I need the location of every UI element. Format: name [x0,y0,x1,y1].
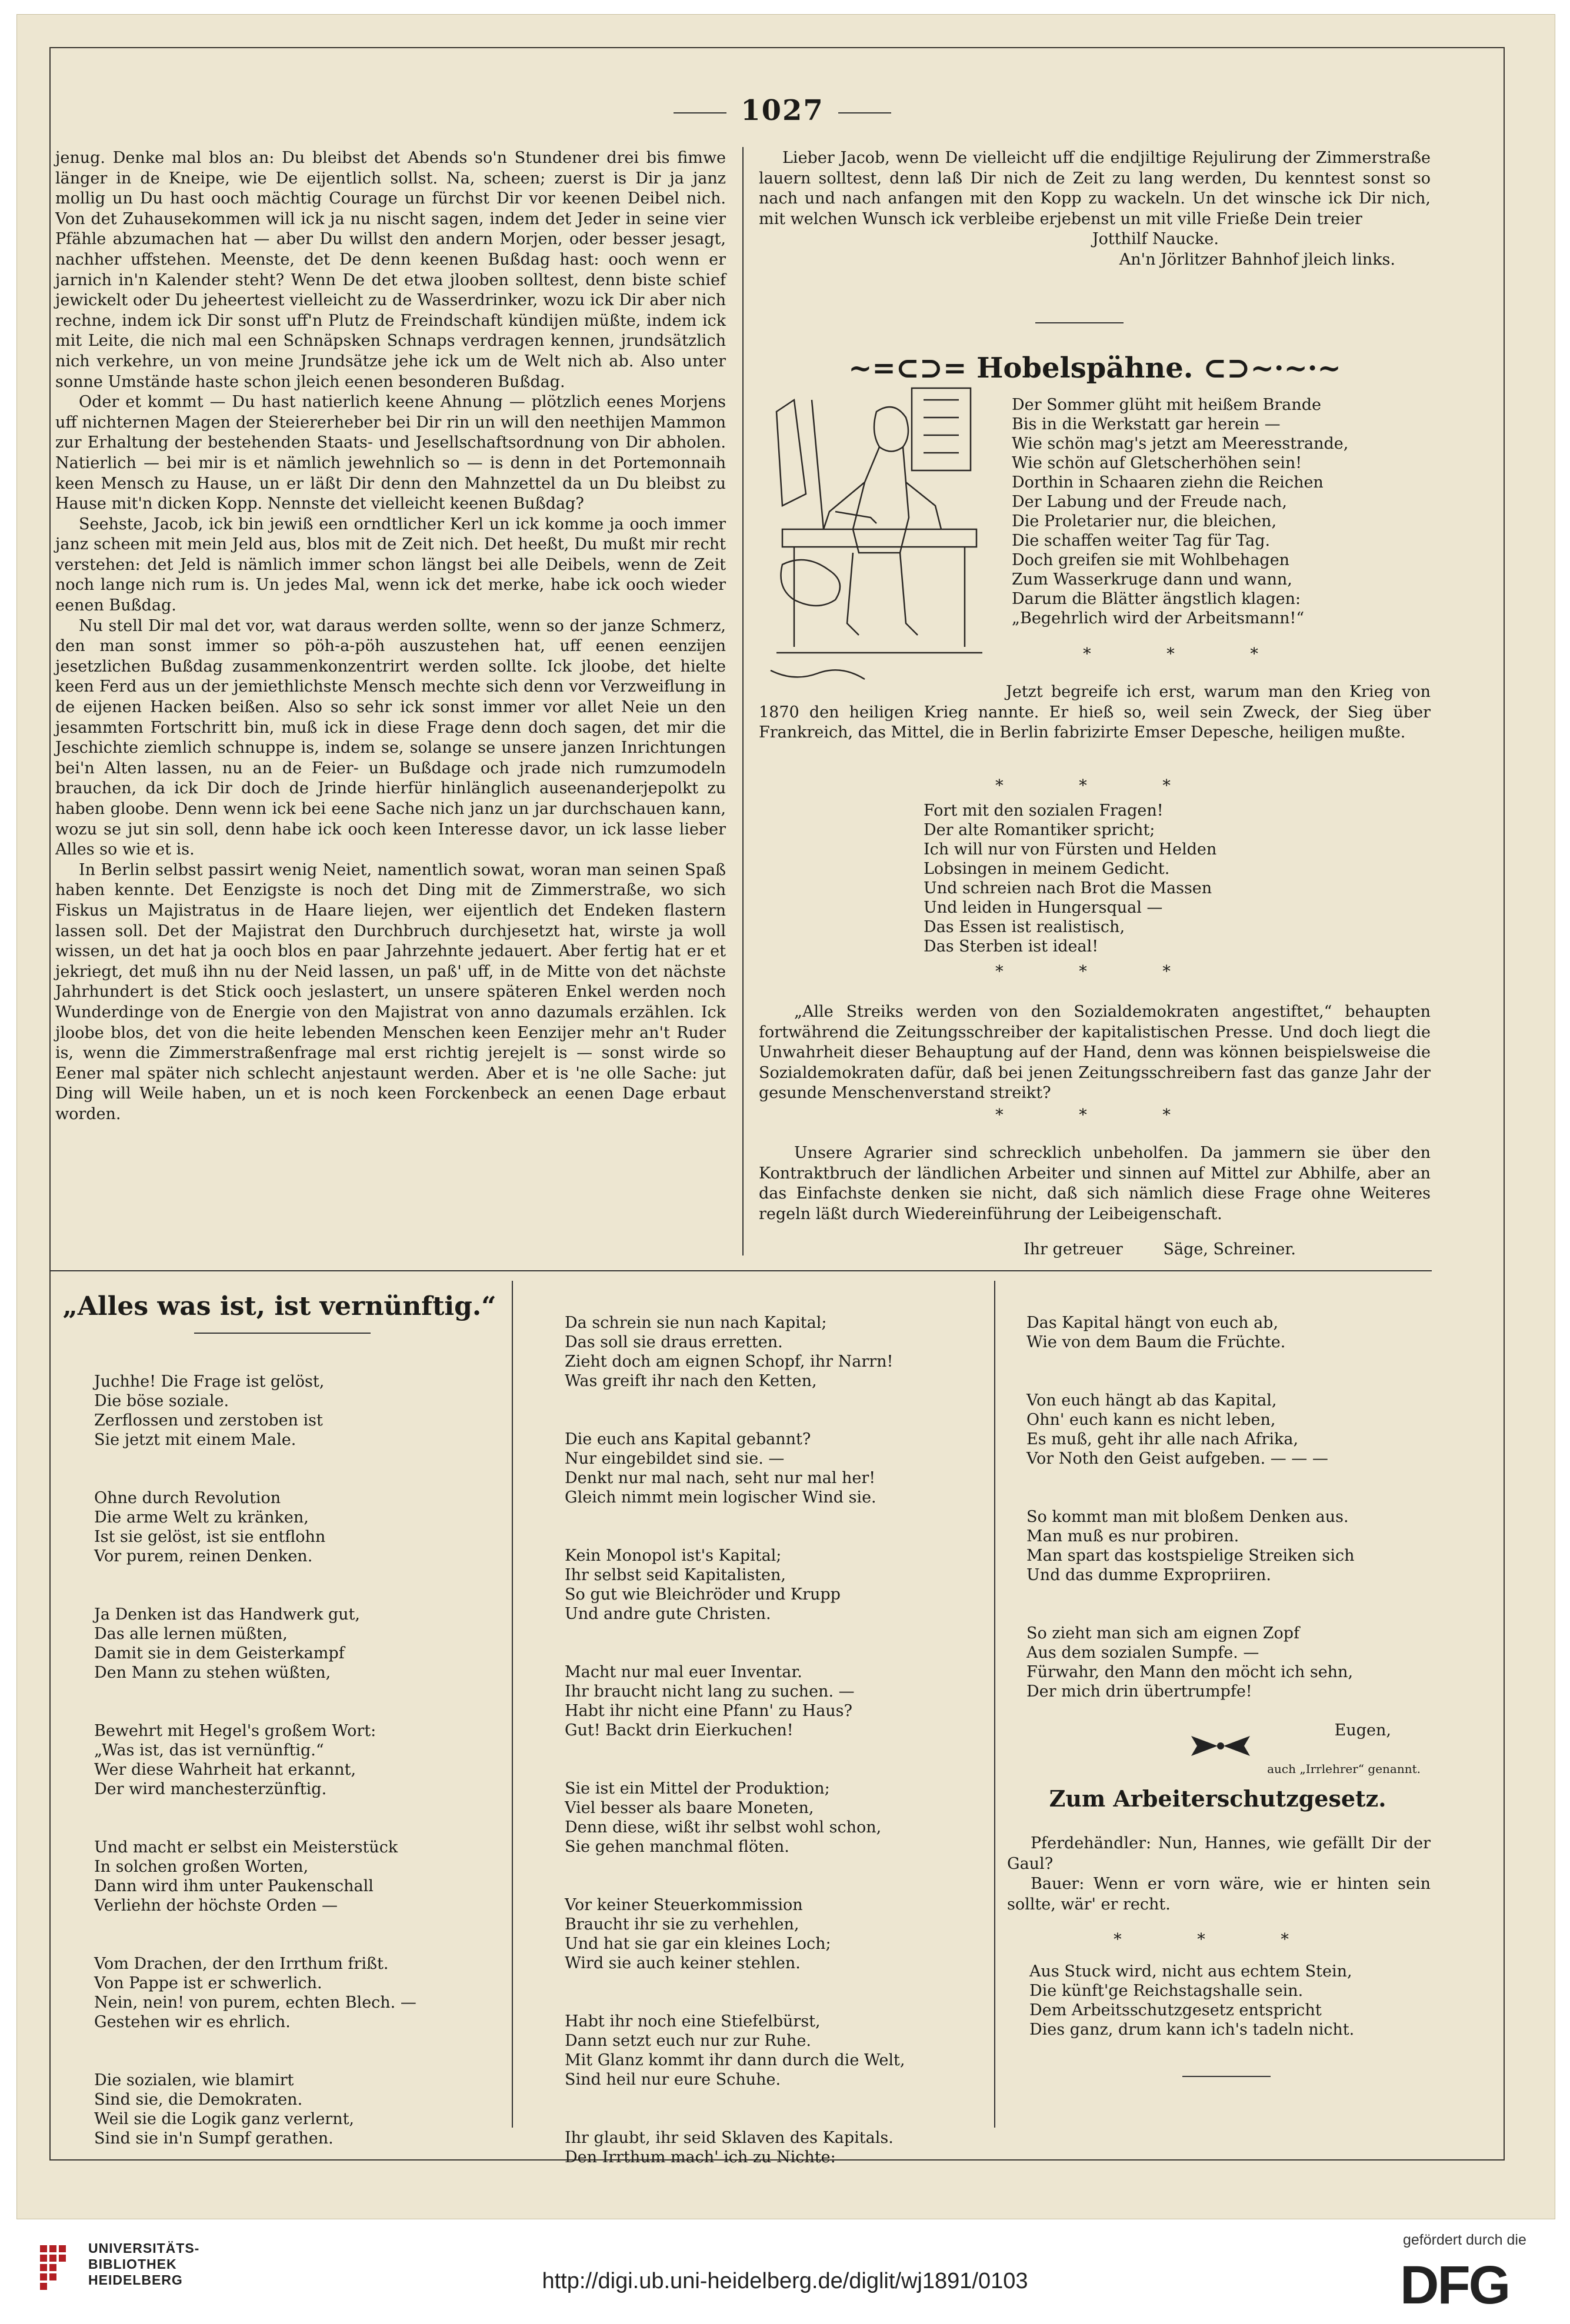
stanza: Ihr glaubt, ihr seid Sklaven des Kapitals. Den Irrthum mach' ich zu Nichte: [565,2129,894,2166]
stanza: Juchhe! Die Frage ist gelöst, Die böse soziale. Zerflossen und zerstoben ist Sie jetzt mit einem Male. [94,1373,325,1449]
horizontal-rule [49,1270,1432,1271]
schutz-title: Zum Arbeiterschutzgesetz. [1049,1785,1386,1812]
column-divider [742,147,744,1256]
asterisk-divider: * * * [995,1106,1206,1124]
stanza: Sie ist ein Mittel der Produktion; Viel besser als baare Moneten, Denn diese, wißt ihr selbst wohl schon, Sie gehen manchmal flöten. [565,1779,882,1856]
schutz-verse: Aus Stuck wird, nicht aus echtem Stein, Die künft'ge Reichstagshalle sein. Dem Arbeitsschutzgesetz entspricht Dies ganz, drum kann ich's tadeln nicht. [1029,1962,1355,2039]
hobel-poem-2: Fort mit den sozialen Fragen! Der alte Romantiker spricht; Ich will nur von Fürsten und Helden Lobsingen in meinem Gedicht. Und schreien nach Brot die Massen Und leiden in Hungersqual — Das Essen ist realistisch, Das Sterben ist ideal! [924,802,1217,956]
paragraph: jenug. Denke mal blos an: Du bleibst det Abends so'n Stundener drei bis fimwe länger in de Kneipe, wie De eijentlich sollst. Na, scheen; zuerst is Dir ja janz mollig un Du hast ooch mächtig Courage un fürchst Dir vor keenen Deibel nich. Von det Zuhausekommen will ick ja nu nischt sagen, indem det Jeder in seine vier Pfähle abzumachen hat — aber Du willst den andern Morjen, oder besser jesagt, nachher uffstehen. Meenste, det De denn keenen Bußdag hast: ooch wenn er jarnich in'n Kalender steht? Wenn De det etwa jlooben solltest, denn biste schief jewickelt oder Du jeheertest vielleicht zu de Wasserdrinker, wozu ick Dir aber nich rechne, indem ick Dir sonst uff'n Plutz de Freindschaft kündijen müßte, indem ick mit Leite, die nich mal een Schnäpsken Schnaps verdragen kennen, jrundsätzlich nich verkehre, un von meine Jrundsätze jehe ick um de Welt nich ab. Also unter sonne Umstände haste schon jleich eenen besonderen Bußdag. [55,149,726,391]
paragraph: Oder et kommt — Du hast natierlich keene Ahnung — plötzlich eenes Morjens uff nichternen Magen der Steiererheber bei Dir rin un will den neethijen Mammon zur Erhaltung der bestehenden Staats- und Jesellschaftsordnung von Dir abholen. Natierlich — bei mir is et nämlich jewehnlich so — is denn in det Portemonnaih keen Mensch zu Hause, un er läßt Dir denn den Mahnzettel da un Du bleibst zu Hause mit'n dicken Kopp. Nennste det vielleicht keenen Bußdag? [55,393,726,513]
stanza: Und macht er selbst ein Meisterstück In solchen großen Worten, Dann wird ihm unter Paukenschall Verliehn der höchste Orden — [94,1838,398,1915]
alles-column-left [94,1353,518,2168]
dialogue-line: Bauer: Wenn er vorn wäre, wie er hinten sein sollte, wär' er recht. [1007,1875,1431,1914]
asterisk-divider: * * * [995,963,1206,981]
hobel-paragraph: „Alle Streiks werden von den Sozialdemokraten angestiftet,“ behaupten fortwährend die Zeitungsschreiber der kapitalistischen Presse. Und doch liegt die Unwahrheit dieser Behauptung auf der Hand, denn was können beispielsweise die Sozialdemokraten dafür, daß bei jenen Zeitungsschreibern fast das ganze Jahr der gesunde Menschenverstand streikt? [759,1003,1431,1103]
stanza: Bewehrt mit Hegel's großem Wort: „Was ist, das ist vernünftig.“ Wer diese Wahrheit hat erkannt, Der wird manchesterzünftig. [94,1722,376,1798]
library-name-line: UNIVERSITÄTS- [88,2240,200,2256]
article-right-column [759,148,1431,271]
alles-column-middle [565,1294,988,2186]
stanza: Kein Monopol ist's Kapital; Ihr selbst seid Kapitalisten, So gut wie Bleichröder und Krupp Und andre gute Christen. [565,1547,841,1623]
paragraph: Seehste, Jacob, ick bin jewiß een orndtlicher Kerl un ick komme ja ooch immer janz scheen mit mein Jeld aus, blos mit de Zeit nich. Det heeßt, Du mußt mir recht verstehen: det Jeld is nämlich immer schon längst bei alle Deibels, wenn de Zeit noch lange nich rum is. Un jedes Mal, wenn ick det merke, habe ick ooch wieder eenen Bußdag. [55,515,726,615]
stanza: Da schrein sie nun nach Kapital; Das soll sie draus erretten. Zieht doch am eignen Schopf, ihr Narrn! Was greift ihr nach den Ketten, [565,1314,894,1390]
hobel-signature: Ihr getreuer Säge, Schreiner. [1024,1240,1296,1258]
hobel-paragraph: Unsere Agrarier sind schrecklich unbeholfen. Da jammern sie über den Kontraktbruch der ländlichen Arbeiter und sinnen auf Mittel zur Abhilfe, aber an das Einfachste denken sie nicht, daß sich nämlich diese Frage ohne Weiteres regeln läßt durch Wiedereinführung der Leibeigenschaft. [759,1144,1431,1223]
stanza: Vom Drachen, der den Irrthum frißt. Von Pappe ist er schwerlich. Nein, nein! von purem, echten Blech. — Gestehen wir es ehrlich. [94,1955,416,2031]
letter-address: An'n Jörlitzer Bahnhof jleich links. [1119,250,1395,269]
schutz-dialogue [1007,1834,1431,1915]
paragraph: In Berlin selbst passirt wenig Neiet, namentlich sowat, woran man seinen Spaß haben kennte. Det Eenzigste is noch det Ding mit de Zimmerstraße, wo sich Fiskus un Majistratus in de Haare liejen, wer eijentlich det Endeken flastern lassen soll. Det der Majistrat den Durchbruch durchjesetzt hat, wirste ja woll wissen, un det hat ja ooch blos en paar Jahrzehnte jedauert. Aber fertig hat er et jekriegt, det muß ihn nu der Neid lassen, un paß' uff, in de Mitte von det nächste Jahrhundert is det Stick ooch jeslastert, un unsere späteren Enkel werden noch Wunderdinge von de Energie von den Majistrat von anno dazumals erzählen. Ick jloobe blos, det von die heite lebenden Menschen keen Eenzijer mehr an't Ruder is, wenn die Zimmerstraßenfrage mal erst richtig jerejelt is — sonst wirde so Eener mal später nich schlecht anjestaunt werden. Aber et is 'ne olle Sache: jut Ding will Weile haben, un et is noch keen Forckenbeck an eenen Dage erbaut worden. [55,860,726,1123]
dfg-logo: DFG [1400,2255,1509,2315]
stanza: Von euch hängt ab das Kapital, Ohn' euch kann es nicht leben, Es muß, geht ihr alle nach Afrika, Vor Noth den Geist aufgeben. — — — [1026,1391,1328,1468]
poem-signature: Eugen, [1334,1721,1391,1739]
stanza: Das Kapital hängt von euch ab, Wie von dem Baum die Früchte. [1026,1314,1286,1351]
source-url-link[interactable]: http://digi.ub.uni-heidelberg.de/diglit/wj1891/0103 [542,2269,1028,2293]
ornament-left: ~=⊂⊃= [848,352,977,385]
hobel-poem: Der Sommer glüht mit heißem Brande Bis in die Werkstatt gar herein — Wie schön mag's jetzt am Meeresstrande, Wie schön auf Gletscherhöhen sein! Dorthin in Schaaren ziehn die Reichen Der Labung und der Freude nach, Die Proletarier nur, die bleichen, Die schaffen weiter Tag für Tag. Doch greifen sie mit Wohlbehagen Zum Wasserkruge dann und wann, Darum die Blätter ängstlich klagen: „Begehrlich wird der Arbeitsmann!“ [1012,396,1349,627]
article-left-column [55,148,726,1125]
carpenter-illustration [759,376,994,706]
closing-rule [1182,2076,1271,2077]
asterisk-divider: * * * [995,777,1206,795]
letter-signature: Jotthilf Naucke. [1092,230,1219,249]
stanza: Macht nur mal euer Inventar. Ihr braucht nicht lang zu suchen. — Habt ihr nicht eine Pfann' zu Haus? Gut! Backt drin Eierkuchen! [565,1663,855,1739]
stanza: Die euch ans Kapital gebannt? Nur eingebildet sind sie. — Denkt nur mal nach, seht nur mal her! Gleich nimmt mein logischer Wind sie. [565,1430,876,1507]
asterisk-divider: * * * [1083,645,1294,663]
stanza: Ohne durch Revolution Die arme Welt zu kränken, Ist sie gelöst, ist sie entflohn Vor purem, reinen Denken. [94,1489,326,1565]
library-name-line: HEIDELBERG [88,2272,183,2288]
dialogue-line: Pferdehändler: Nun, Hannes, wie gefällt Dir der Gaul? [1007,1834,1431,1873]
stanza: Ja Denken ist das Handwerk gut, Das alle lernen müßten, Damit sie in dem Geisterkampf Den Mann zu stehen wüßten, [94,1605,360,1682]
stanza: Habt ihr noch eine Stiefelbürst, Dann setzt euch nur zur Ruhe. Mit Glanz kommt ihr dann durch die Welt, Sind heil nur eure Schuhe. [565,2012,905,2089]
ornament-right: ⊂⊃~·~·~ [1193,352,1341,385]
hobel-title-text: Hobelspähne. [976,352,1194,385]
paragraph: Nu stell Dir mal det vor, wat daraus werden sollte, wenn so der janze Schmerz, den man sonst immer so pöh-a-pöh auszustehen hat, uff eenen eenzijen jesetzlichen Bußdag zusammenkonzentrirt werden sollte. Ick jloobe, det hielte keen Ferd aus un der jemiethlichste Mensch mechte sich denn vor Verzweiflung in de eijenen Hacken beißen. Also so sehr ick sonst immer vor allet Neie un den jesammten Fortschritt bin, muß ick in diese Frage denn doch sagen, det mir die Jeschichte ziemlich schnuppe is, indem se, solange se unsere janzen Inrichtungen bei'n Alten lassen, nu an de Feier- un Bußdage och jrade nich rumzumodeln brauchen, da ick Dir doch de Jrinde hierfür hinlänglich auseenanderjepolkt zu haben gloobe. Denn wenn ick bei eene Sache nich janz un jar durchschauen kann, wozu se jut sin soll, denn habe ick ooch keen Interesse davor, un ick lasse lieber Alles so wie et is. [55,616,726,859]
bow-tie-ornament-icon [1188,1731,1253,1761]
alles-title: „Alles was ist, ist vernünftig.“ [62,1291,496,1321]
stanza: So kommt man mit bloßem Denken aus. Man muß es nur probiren. Man spart das kostspielige Streiken sich Und das dumme Expropriiren. [1026,1508,1355,1584]
stanza: So zieht man sich am eignen Zopf Aus dem sozialen Sumpfe. — Fürwahr, den Mann den möcht ich sehn, Der mich drin übertrumpfe! [1026,1624,1354,1701]
letter-closing: Lieber Jacob, wenn De vielleicht uff die endjiltige Rejulirung der Zimmerstraße lauern solltest, denn laß Dir nich de Zeit zu lang werden, Du kenntest sonst so nach und nach anfangen mit den Kopp zu wackeln. Un det winsche ick Dir nich, mit welchen Wunsch ick verbleibe erjebenst un mit ville Frieße Dein treier [759,149,1431,228]
section-rule [1035,322,1124,323]
alles-column-right [1026,1294,1426,1798]
column-divider [512,1281,513,2128]
hobel-paragraph: Jetzt begreife ich erst, warum man den Krieg von 1870 den heiligen Krieg nannte. Er hieß so, weil sein Zweck, der Sieg über Frankreich, das Mittel, die in Berlin fabrizirte Emser Depesche, heiligen mußte. [759,683,1431,742]
stanza: Die sozialen, wie blamirt Sind sie, die Demokraten. Weil sie die Logik ganz verlernt, Sind sie in'n Sumpf gerathen. [94,2071,355,2148]
page-number: 1027 [635,94,929,127]
column-divider [994,1281,995,2128]
stanza: Vor keiner Steuerkommission Braucht ihr sie zu verhehlen, Und hat sie gar ein kleines Loch; Wird sie auch keiner stehlen. [565,1896,831,1972]
funding-note: gefördert durch die [1403,2232,1526,2248]
poem-signature-note: auch „Irrlehrer“ genannt. [1267,1762,1421,1776]
title-rule [194,1333,371,1334]
library-name-line: BIBLIOTHEK [88,2256,177,2272]
asterisk-divider: * * * [1114,1931,1324,1949]
